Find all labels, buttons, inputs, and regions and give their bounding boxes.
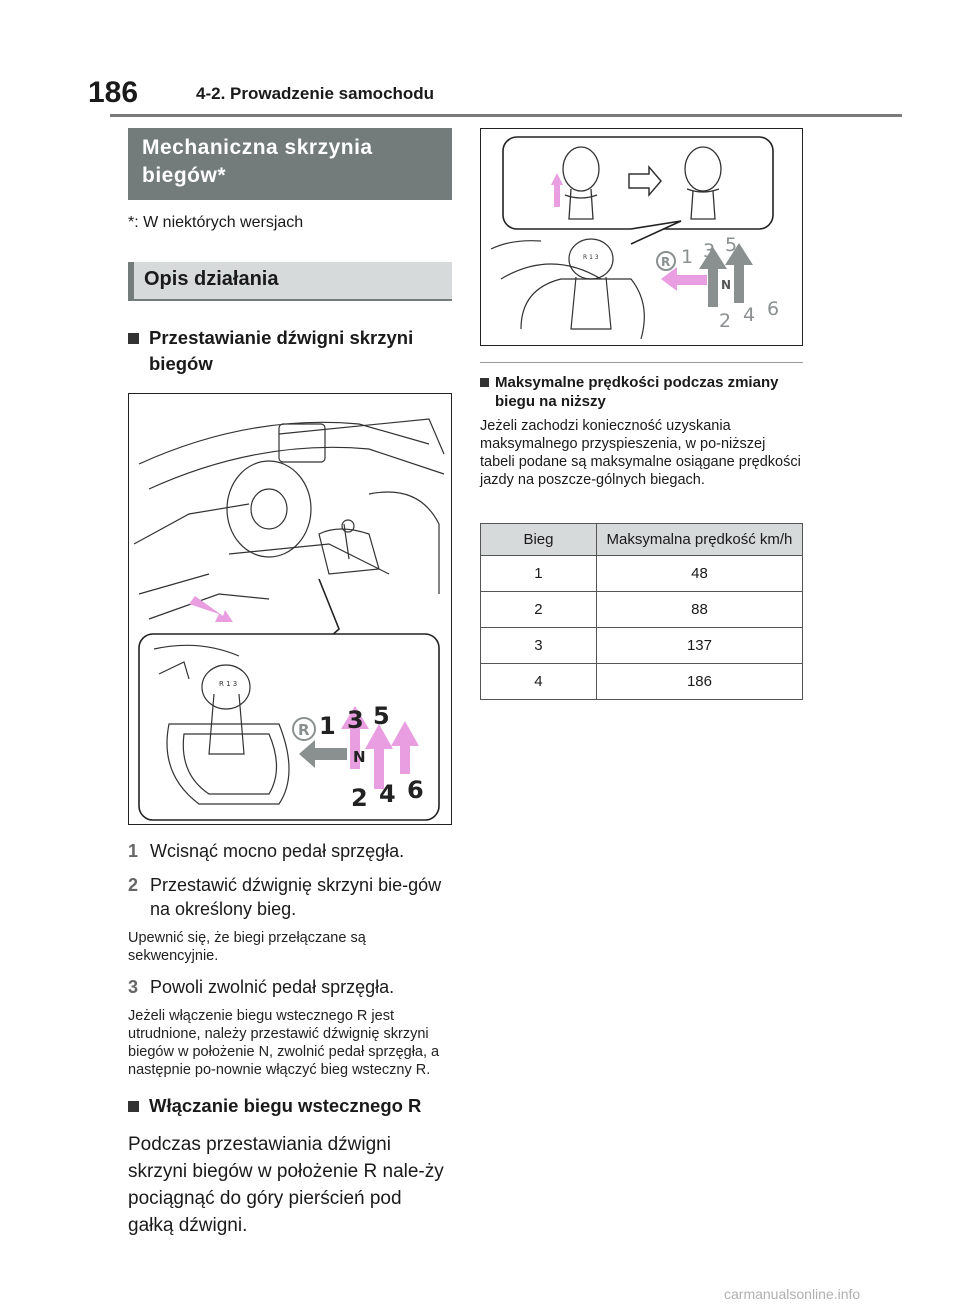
bullet-square-icon — [128, 333, 139, 344]
reverse-ring-svg — [481, 129, 802, 343]
table-cell-speed: 88 — [596, 592, 802, 628]
svg-text:R 1 3: R 1 3 — [219, 680, 238, 688]
paragraph-max-speeds: Jeżeli zachodzi konieczność uzyskania maksymalnego przyspieszenia, w po-niższej tabeli podane są maksymalne osiągane prędkości jazdy na poszcze-gólnych biegach. — [480, 418, 801, 488]
table-row — [481, 556, 803, 592]
table-cell-gear: 4 — [481, 664, 597, 700]
gear-label-n: N — [353, 748, 366, 766]
gear2-label-6: 6 — [767, 298, 780, 320]
table-header-row — [481, 524, 803, 556]
gear-label-5: 5 — [373, 702, 390, 730]
subheading-max-speeds-text: Maksymalne prędkości podczas zmiany biegu na niższy — [495, 374, 779, 410]
table-row — [481, 664, 803, 700]
gear2-label-2: 2 — [719, 310, 732, 332]
note-step-3: Jeżeli włączenie biegu wstecznego R jest utrudnione, należy przestawić dźwignię skrzyni biegów w położenie N, zwolnić pedał sprzęgła, a następnie po-nownie włączyć bieg wsteczny R. — [128, 1008, 440, 1078]
step-2-text: Przestawić dźwignię skrzyni bie-gów na określony bieg. — [150, 875, 442, 919]
table-cell-gear: 1 — [481, 556, 597, 592]
gear-label-4: 4 — [379, 780, 396, 808]
chapter-band — [128, 128, 452, 200]
step-1-text: Wcisnąć mocno pedał sprzęgła. — [150, 841, 405, 861]
table-row — [481, 628, 803, 664]
watermark: carmanualsonline.info — [724, 1286, 861, 1302]
chapter-title-line2: biegów* — [142, 164, 227, 187]
svg-text:R 1 3: R 1 3 — [583, 254, 599, 261]
table-cell-speed: 186 — [596, 664, 802, 700]
gear2-label-n: N — [721, 278, 732, 292]
gear-label-1: 1 — [319, 712, 336, 740]
section-title: 4-2. Prowadzenie samochodu — [196, 84, 435, 103]
gear2-label-1: 1 — [681, 246, 694, 268]
chapter-title-line1: Mechaniczna skrzynia — [142, 136, 373, 159]
gear-label-2: 2 — [351, 784, 368, 812]
gear-label-r: R — [298, 721, 310, 739]
gear-label-6: 6 — [407, 776, 424, 804]
section-band: Opis działania — [128, 262, 452, 301]
table-row — [481, 592, 803, 628]
step-3-number: 3 — [128, 977, 139, 997]
step-2-number: 2 — [128, 875, 139, 895]
table-header-gear: Bieg — [481, 524, 597, 556]
step-2 — [128, 873, 452, 921]
page-number: 186 — [88, 76, 139, 109]
max-speed-table — [480, 523, 803, 700]
table-cell-speed: 48 — [596, 556, 802, 592]
gear-lever-illustration — [128, 393, 452, 825]
paragraph-reverse: Podczas przestawiania dźwigni skrzyni biegów w położenie R nale-ży pociągnąć do góry pierścień pod gałką dźwigni. — [128, 1134, 444, 1236]
footnote: *: W niektórych wersjach — [128, 214, 304, 231]
left-column — [128, 128, 452, 1239]
step-3 — [128, 975, 452, 999]
table-cell-speed: 137 — [596, 628, 802, 664]
table-cell-gear: 3 — [481, 628, 597, 664]
gear2-label-3: 3 — [703, 240, 716, 262]
note-step-2: Upewnić się, że biegi przełączane są sekwencyjnie. — [128, 930, 366, 964]
gear-label-3: 3 — [347, 706, 364, 734]
subheading-reverse-text: Włączanie biegu wstecznego R — [149, 1095, 422, 1116]
table-header-speed: Maksymalna prędkość km/h — [596, 524, 802, 556]
step-1 — [128, 839, 452, 863]
subheading-gear-change-text: Przestawianie dźwigni skrzyni biegów — [149, 327, 414, 374]
header-rule — [110, 114, 902, 117]
subheading-max-speeds — [480, 373, 803, 411]
bullet-square-icon — [128, 1101, 139, 1112]
subheading-reverse — [128, 1093, 452, 1119]
reverse-ring-illustration — [480, 128, 803, 346]
step-1-number: 1 — [128, 841, 139, 861]
gear2-label-r: R — [661, 255, 671, 269]
step-3-text: Powoli zwolnić pedał sprzęgła. — [150, 977, 395, 997]
right-column — [480, 128, 803, 700]
bullet-square-icon — [480, 378, 489, 387]
gear2-label-5: 5 — [725, 234, 738, 256]
table-cell-gear: 2 — [481, 592, 597, 628]
gear2-label-4: 4 — [743, 304, 756, 326]
subheading-gear-change — [128, 325, 452, 377]
divider — [480, 362, 803, 363]
dashboard-illustration — [129, 394, 451, 822]
